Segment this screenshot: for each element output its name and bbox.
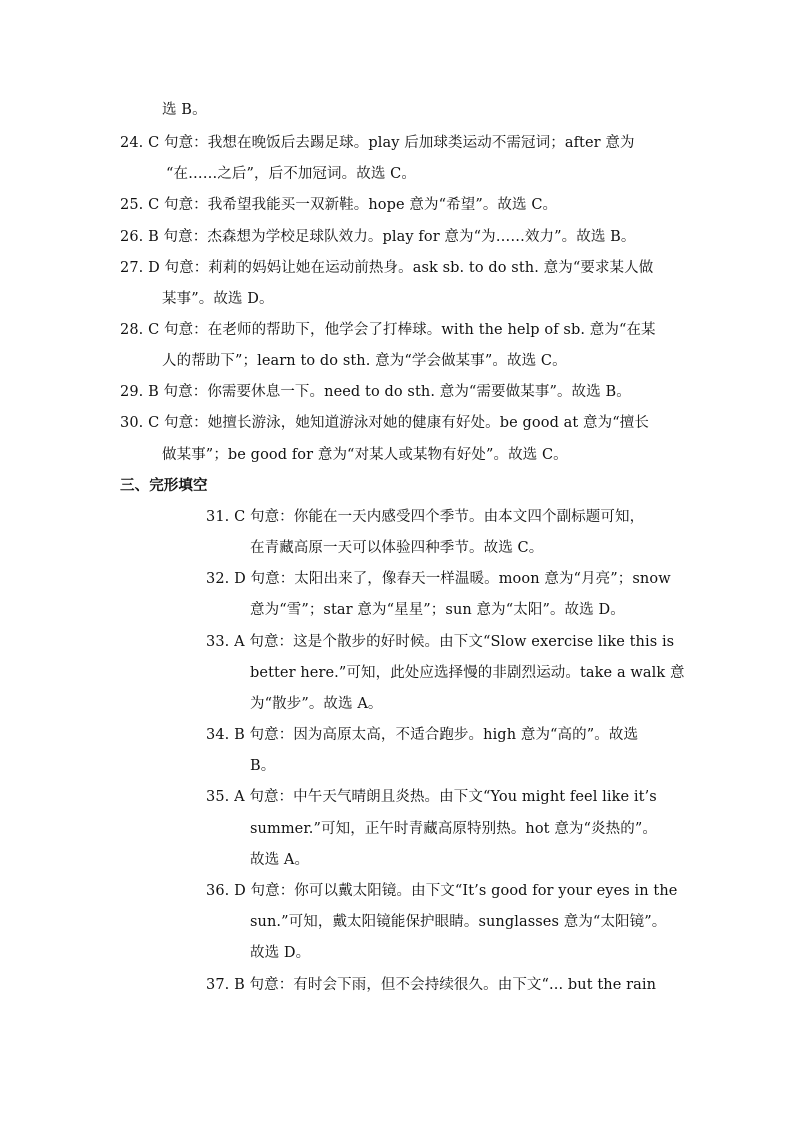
text-line: sun.”可知，戴太阳镜能保护眼睛。sunglasses 意为“太阳镜”。: [250, 914, 667, 930]
answer-27-line: 27. D 句意：莉莉的妈妈让她在运动前热身。ask sb. to do sth. 意为“要求某人做: [120, 260, 654, 276]
answer-30-line: 30. C 句意：她擅长游泳，她知道游泳对她的健康有好处。be good at 意为“擅长: [120, 415, 649, 431]
answer-36-line: 36. D 句意：你可以戴太阳镜。由下文“It’s good for your eyes in the: [206, 883, 678, 899]
answer-29-line: 29. B 句意：你需要休息一下。need to do sth. 意为“需要做某事”。故选 B。: [120, 384, 631, 400]
text-line: summer.”可知，正午时青藏高原特别热。hot 意为“炎热的”。: [250, 821, 657, 837]
text-line: 故选 A。: [250, 852, 310, 868]
text-line: 某事”。故选 D。: [162, 291, 274, 307]
answer-32-line: 32. D 句意：太阳出来了，像春天一样温暖。moon 意为“月亮”；snow: [206, 571, 671, 587]
text-line: 为“散步”。故选 A。: [250, 696, 383, 712]
text-line: 在青藏高原一天可以体验四种季节。故选 C。: [250, 540, 544, 556]
answer-26-line: 26. B 句意：杰森想为学校足球队效力。play for 意为“为……效力”。故选 B。: [120, 229, 636, 245]
answer-25-line: 25. C 句意：我希望我能买一双新鞋。hope 意为“希望”。故选 C。: [120, 197, 558, 213]
text-line: 做某事”；be good for 意为“对某人或某物有好处”。故选 C。: [162, 447, 568, 463]
answer-28-line: 28. C 句意：在老师的帮助下，他学会了打棒球。with the help of sb. 意为“在某: [120, 322, 656, 338]
text-line: 选 B。: [162, 102, 207, 118]
answer-34-line: 34. B 句意：因为高原太高，不适合跑步。high 意为“高的”。故选: [206, 727, 639, 743]
text-line: 意为“雪”；star 意为“星星”；sun 意为“太阳”。故选 D。: [250, 602, 625, 618]
text-line: 人的帮助下”；learn to do sth. 意为“学会做某事”。故选 C。: [162, 353, 567, 369]
text-line: “在……之后”，后不加冠词。故选 C。: [166, 166, 416, 182]
answer-31-line: 31. C 句意：你能在一天内感受四个季节。由本文四个副标题可知，: [206, 509, 645, 525]
answer-33-line: 33. A 句意：这是个散步的好时候。由下文“Slow exercise like this is: [206, 634, 675, 650]
text-line: 故选 D。: [250, 945, 311, 961]
answer-35-line: 35. A 句意：中午天气晴朗且炎热。由下文“You might feel like it’s: [206, 789, 657, 805]
section-heading-cloze: 三、完形填空: [120, 477, 208, 494]
answer-24-line: 24. C 句意：我想在晚饭后去踢足球。play 后加球类运动不需冠词；after 意为: [120, 135, 635, 151]
text-line: better here.”可知，此处应选择慢的非剧烈运动。take a walk 意: [250, 665, 685, 681]
text-line: B。: [250, 758, 276, 774]
answer-37-line: 37. B 句意：有时会下雨，但不会持续很久。由下文“... but the rain: [206, 977, 657, 993]
